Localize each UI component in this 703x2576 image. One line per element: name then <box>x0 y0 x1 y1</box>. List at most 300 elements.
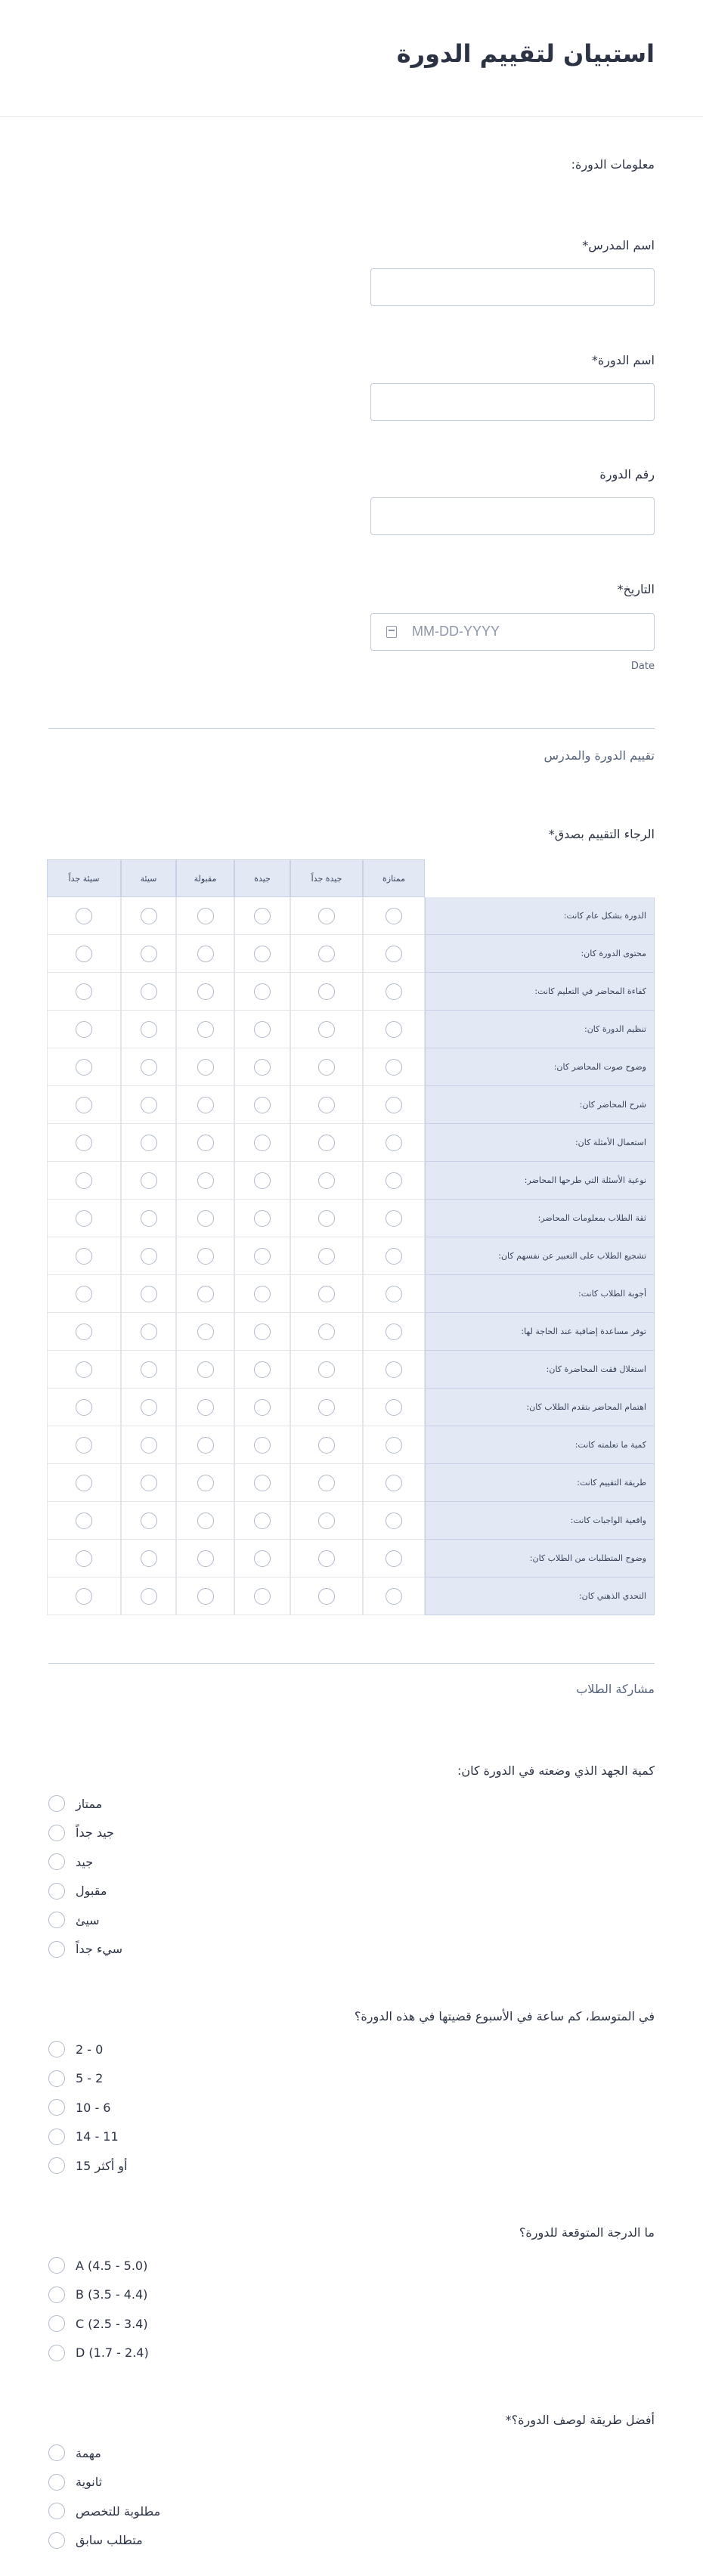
matrix-cell <box>290 1464 363 1502</box>
radio-button[interactable] <box>318 1437 335 1454</box>
radio-button[interactable] <box>318 1588 335 1605</box>
matrix-cell <box>290 1124 363 1162</box>
hours-option[interactable] <box>48 2039 103 2060</box>
matrix-cell <box>363 897 425 935</box>
radio-button[interactable] <box>141 1172 157 1189</box>
radio-button[interactable] <box>48 1912 65 1928</box>
describe-option-label: مطلوبة للتخصص <box>76 2503 161 2519</box>
radio-button[interactable] <box>141 1437 157 1454</box>
radio-button[interactable] <box>254 1135 271 1151</box>
radio-button[interactable] <box>318 1135 335 1151</box>
matrix-cell <box>363 1426 425 1464</box>
radio-button[interactable] <box>48 2503 65 2519</box>
matrix-cell <box>176 1313 234 1351</box>
matrix-cell <box>234 1540 290 1577</box>
matrix-cell <box>363 1162 425 1200</box>
hours-option[interactable] <box>48 2126 119 2147</box>
radio-button[interactable] <box>48 2070 65 2087</box>
radio-button[interactable] <box>76 1475 92 1491</box>
radio-button[interactable] <box>386 1550 402 1567</box>
radio-button[interactable] <box>386 983 402 1000</box>
radio-button[interactable] <box>141 1210 157 1227</box>
matrix-column-header: ممتازة <box>363 859 425 897</box>
matrix-cell <box>121 973 176 1011</box>
matrix-row <box>48 1048 655 1086</box>
matrix-cell <box>234 1351 290 1389</box>
matrix-cell <box>47 935 121 973</box>
radio-button[interactable] <box>197 1059 214 1076</box>
matrix-cell <box>234 1048 290 1086</box>
radio-button[interactable] <box>76 1399 92 1416</box>
matrix-cell <box>176 1048 234 1086</box>
matrix-cell <box>121 1464 176 1502</box>
radio-button[interactable] <box>254 1437 271 1454</box>
matrix-row-label: وضوح صوت المحاضر كان: <box>425 1048 655 1086</box>
matrix-cell <box>121 1200 176 1237</box>
matrix-cell <box>234 1011 290 1048</box>
matrix-row <box>48 1577 655 1615</box>
radio-button[interactable] <box>76 908 92 924</box>
matrix-cell <box>47 1162 121 1200</box>
radio-button[interactable] <box>141 1361 157 1378</box>
radio-button[interactable] <box>386 946 402 962</box>
effort-option-label: ممتاز <box>76 1796 103 1811</box>
radio-button[interactable] <box>76 1361 92 1378</box>
matrix-cell <box>47 897 121 935</box>
radio-button[interactable] <box>386 1588 402 1605</box>
radio-button[interactable] <box>48 2315 65 2332</box>
radio-button[interactable] <box>254 1248 271 1265</box>
matrix-cell <box>121 1011 176 1048</box>
matrix-row-label: كفاءة المحاضر في التعليم كانت: <box>425 973 655 1011</box>
matrix-cell <box>47 1426 121 1464</box>
radio-button[interactable] <box>386 1248 402 1265</box>
matrix-cell <box>290 1351 363 1389</box>
matrix-cell <box>234 1086 290 1124</box>
matrix-column-header: جيدة جداً <box>290 859 363 897</box>
radio-button[interactable] <box>197 908 214 924</box>
radio-button[interactable] <box>197 1512 214 1529</box>
effort-option[interactable] <box>48 1793 102 1814</box>
matrix-cell <box>176 1124 234 1162</box>
radio-button[interactable] <box>141 1135 157 1151</box>
date-input[interactable] <box>370 613 655 651</box>
matrix-row <box>48 1389 655 1426</box>
matrix-cell <box>47 1540 121 1577</box>
radio-button[interactable] <box>386 1021 402 1038</box>
radio-button[interactable] <box>254 1324 271 1340</box>
matrix-row <box>48 1426 655 1464</box>
matrix-header-row <box>48 859 655 897</box>
course-name-input[interactable] <box>370 383 655 421</box>
radio-button[interactable] <box>48 2041 65 2057</box>
effort-option[interactable] <box>48 1822 114 1844</box>
matrix-row-label: وضوح المتطلبات من الطلاب كان: <box>425 1540 655 1577</box>
matrix-cell <box>234 1124 290 1162</box>
radio-button[interactable] <box>254 1210 271 1227</box>
radio-button[interactable] <box>386 1399 402 1416</box>
matrix-column-header: سيئة <box>121 859 176 897</box>
radio-button[interactable] <box>254 1286 271 1302</box>
radio-button[interactable] <box>386 1475 402 1491</box>
matrix-cell <box>47 1351 121 1389</box>
radio-button[interactable] <box>386 1286 402 1302</box>
radio-button[interactable] <box>254 1361 271 1378</box>
matrix-cell <box>176 1389 234 1426</box>
radio-button[interactable] <box>48 1825 65 1841</box>
effort-option-label: سيئ <box>76 1912 100 1927</box>
matrix-cell <box>234 1237 290 1275</box>
matrix-row <box>48 1540 655 1577</box>
rating-section-title: تقييم الدورة والمدرس <box>544 748 655 763</box>
grade-option-label: D (1.7 - 2.4) <box>76 2345 149 2360</box>
radio-button[interactable] <box>318 1210 335 1227</box>
matrix-cell <box>121 897 176 935</box>
matrix-cell <box>290 1577 363 1615</box>
hours-question: في المتوسط، كم ساعة في الأسبوع قضيتها في هذه الدورة؟ <box>354 2009 655 2023</box>
radio-button[interactable] <box>386 1512 402 1529</box>
matrix-cell <box>176 1540 234 1577</box>
radio-button[interactable] <box>254 1588 271 1605</box>
matrix-cell <box>47 1200 121 1237</box>
matrix-cell <box>290 973 363 1011</box>
radio-button[interactable] <box>197 1210 214 1227</box>
matrix-column-header: سيئة جداً <box>47 859 121 897</box>
radio-button[interactable] <box>76 1135 92 1151</box>
matrix-row <box>48 1086 655 1124</box>
matrix-row-label: استعمال الأمثلة كان: <box>425 1124 655 1162</box>
radio-button[interactable] <box>141 1550 157 1567</box>
describe-option-label: ثانوية <box>76 2475 103 2489</box>
radio-button[interactable] <box>48 2474 65 2491</box>
matrix-cell <box>363 1577 425 1615</box>
radio-button[interactable] <box>48 2345 65 2361</box>
matrix-cell <box>176 1275 234 1313</box>
radio-button[interactable] <box>318 983 335 1000</box>
radio-button[interactable] <box>48 2129 65 2145</box>
grade-option-label: A (4.5 - 5.0) <box>76 2258 148 2273</box>
grade-option[interactable] <box>48 2342 149 2364</box>
grade-option-label: B (3.5 - 4.4) <box>76 2287 148 2302</box>
radio-button[interactable] <box>254 1475 271 1491</box>
matrix-row-label: كمية ما تعلمته كانت: <box>425 1426 655 1464</box>
radio-button[interactable] <box>197 1550 214 1567</box>
radio-button[interactable] <box>197 1475 214 1491</box>
matrix-row <box>48 1313 655 1351</box>
matrix-row-label: توفر مساعدة إضافية عند الحاجة لها: <box>425 1313 655 1351</box>
radio-button[interactable] <box>141 1324 157 1340</box>
matrix-row-label: شرح المحاضر كان: <box>425 1086 655 1124</box>
grade-option-label: C (2.5 - 3.4) <box>76 2316 148 2331</box>
matrix-cell <box>47 1502 121 1540</box>
radio-button[interactable] <box>318 1512 335 1529</box>
hours-option[interactable] <box>48 2097 110 2118</box>
effort-option[interactable] <box>48 1939 122 1960</box>
radio-button[interactable] <box>141 1021 157 1038</box>
matrix-row <box>48 1237 655 1275</box>
matrix-cell <box>363 1313 425 1351</box>
radio-button[interactable] <box>318 1172 335 1189</box>
effort-option[interactable] <box>48 1909 100 1930</box>
hours-option[interactable] <box>48 2068 103 2089</box>
radio-button[interactable] <box>141 946 157 962</box>
radio-button[interactable] <box>48 1941 65 1958</box>
radio-button[interactable] <box>254 908 271 924</box>
radio-button[interactable] <box>76 1437 92 1454</box>
radio-button[interactable] <box>254 1097 271 1113</box>
matrix-cell <box>176 1237 234 1275</box>
describe-option[interactable] <box>48 2442 101 2463</box>
grade-option[interactable] <box>48 2313 148 2334</box>
hours-option-label: 14 - 11 <box>76 2129 119 2144</box>
matrix-cell <box>363 973 425 1011</box>
matrix-cell <box>121 1048 176 1086</box>
matrix-cell <box>47 1464 121 1502</box>
radio-button[interactable] <box>141 908 157 924</box>
matrix-row-label: التحدي الذهني كان: <box>425 1577 655 1615</box>
matrix-cell <box>176 1426 234 1464</box>
radio-button[interactable] <box>254 1550 271 1567</box>
matrix-cell <box>47 1011 121 1048</box>
radio-button[interactable] <box>318 908 335 924</box>
grade-question: ما الدرجة المتوقعة للدورة؟ <box>519 2225 655 2240</box>
matrix-cell <box>234 1275 290 1313</box>
radio-button[interactable] <box>318 1097 335 1113</box>
radio-button[interactable] <box>254 1059 271 1076</box>
radio-button[interactable] <box>76 1210 92 1227</box>
describe-option[interactable] <box>48 2500 160 2522</box>
course-name-label: اسم الدورة* <box>591 353 655 367</box>
matrix-cell <box>176 1351 234 1389</box>
radio-button[interactable] <box>386 908 402 924</box>
radio-button[interactable] <box>197 1399 214 1416</box>
matrix-row-label: نوعية الأسئلة التي طرحها المحاضر: <box>425 1162 655 1200</box>
radio-button[interactable] <box>318 1399 335 1416</box>
radio-button[interactable] <box>141 1512 157 1529</box>
matrix-cell <box>121 1540 176 1577</box>
radio-button[interactable] <box>386 1172 402 1189</box>
matrix-row <box>48 897 655 935</box>
radio-button[interactable] <box>197 1135 214 1151</box>
matrix-row-label: ثقة الطلاب بمعلومات المحاضر: <box>425 1200 655 1237</box>
radio-button[interactable] <box>48 1795 65 1812</box>
matrix-cell <box>290 1389 363 1426</box>
matrix-cell <box>290 1426 363 1464</box>
radio-button[interactable] <box>48 1883 65 1899</box>
matrix-cell <box>47 1086 121 1124</box>
radio-button[interactable] <box>141 1475 157 1491</box>
matrix-cell <box>290 1086 363 1124</box>
matrix-cell <box>121 1426 176 1464</box>
matrix-cell <box>47 1389 121 1426</box>
radio-button[interactable] <box>197 1361 214 1378</box>
radio-button[interactable] <box>76 946 92 962</box>
matrix-cell <box>363 1464 425 1502</box>
matrix-cell <box>176 935 234 973</box>
matrix-cell <box>234 1464 290 1502</box>
matrix-row-label: طريقة التقييم كانت: <box>425 1464 655 1502</box>
radio-button[interactable] <box>76 1324 92 1340</box>
matrix-cell <box>290 897 363 935</box>
course-number-label: رقم الدورة <box>599 467 655 481</box>
matrix-column-header: جيدة <box>234 859 290 897</box>
grade-option[interactable] <box>48 2284 147 2305</box>
describe-option-label: متطلب سابق <box>76 2533 143 2547</box>
matrix-cell <box>290 1200 363 1237</box>
radio-button[interactable] <box>48 2157 65 2174</box>
radio-button[interactable] <box>386 1361 402 1378</box>
matrix-row-label: محتوى الدورة كان: <box>425 935 655 973</box>
radio-button[interactable] <box>254 1021 271 1038</box>
radio-button[interactable] <box>76 1021 92 1038</box>
radio-button[interactable] <box>76 983 92 1000</box>
matrix-cell <box>176 1011 234 1048</box>
matrix-row-label: اهتمام المحاضر بتقدم الطلاب كان: <box>425 1389 655 1426</box>
matrix-cell <box>47 1275 121 1313</box>
matrix-cell <box>121 1502 176 1540</box>
matrix-cell <box>121 1124 176 1162</box>
radio-button[interactable] <box>141 1588 157 1605</box>
radio-button[interactable] <box>76 1286 92 1302</box>
matrix-cell <box>363 1540 425 1577</box>
radio-button[interactable] <box>48 2287 65 2303</box>
radio-button[interactable] <box>197 983 214 1000</box>
radio-button[interactable] <box>141 1399 157 1416</box>
radio-button[interactable] <box>48 2444 65 2461</box>
matrix-cell <box>121 935 176 973</box>
radio-button[interactable] <box>318 1059 335 1076</box>
radio-button[interactable] <box>76 1172 92 1189</box>
describe-option[interactable] <box>48 2472 102 2493</box>
matrix-row-label: تنظيم الدورة كان: <box>425 1011 655 1048</box>
matrix-cell <box>176 1577 234 1615</box>
instructor-name-label: اسم المدرس* <box>582 238 655 252</box>
radio-button[interactable] <box>76 1588 92 1605</box>
matrix-cell <box>47 1237 121 1275</box>
effort-option[interactable] <box>48 1881 107 1902</box>
matrix-cell <box>176 1502 234 1540</box>
matrix-cell <box>234 897 290 935</box>
radio-button[interactable] <box>76 1512 92 1529</box>
radio-button[interactable] <box>318 1286 335 1302</box>
radio-button[interactable] <box>48 2532 65 2549</box>
radio-button[interactable] <box>386 1210 402 1227</box>
matrix-cell <box>290 1011 363 1048</box>
matrix-row <box>48 1351 655 1389</box>
section-divider <box>48 1663 655 1664</box>
radio-button[interactable] <box>197 1437 214 1454</box>
radio-button[interactable] <box>197 1248 214 1265</box>
radio-button[interactable] <box>318 1361 335 1378</box>
radio-button[interactable] <box>254 983 271 1000</box>
radio-button[interactable] <box>48 2257 65 2274</box>
radio-button[interactable] <box>318 946 335 962</box>
radio-button[interactable] <box>48 2099 65 2116</box>
effort-option[interactable] <box>48 1851 93 1872</box>
matrix-cell <box>363 1124 425 1162</box>
matrix-cell <box>363 1237 425 1275</box>
grade-option[interactable] <box>48 2255 147 2276</box>
matrix-cell <box>121 1389 176 1426</box>
matrix-cell <box>290 1275 363 1313</box>
rating-matrix <box>48 859 655 1615</box>
date-placeholder: MM-DD-YYYY <box>412 624 500 639</box>
radio-button[interactable] <box>76 1059 92 1076</box>
matrix-cell <box>363 1200 425 1237</box>
matrix-cell <box>121 1577 176 1615</box>
radio-button[interactable] <box>76 1097 92 1113</box>
radio-button[interactable] <box>386 1135 402 1151</box>
matrix-row <box>48 1275 655 1313</box>
matrix-cell <box>176 1086 234 1124</box>
matrix-cell <box>363 935 425 973</box>
matrix-cell <box>290 935 363 973</box>
matrix-cell <box>363 1048 425 1086</box>
matrix-cell <box>363 1351 425 1389</box>
matrix-cell <box>290 1048 363 1086</box>
matrix-cell <box>47 1313 121 1351</box>
effort-option-label: سيء جداً <box>76 1942 123 1956</box>
radio-button[interactable] <box>197 1324 214 1340</box>
calendar-icon[interactable] <box>386 626 397 638</box>
effort-option-label: جيد جداً <box>76 1825 114 1840</box>
matrix-cell <box>47 973 121 1011</box>
radio-button[interactable] <box>197 1172 214 1189</box>
radio-button[interactable] <box>318 1475 335 1491</box>
hours-option[interactable] <box>48 2155 127 2176</box>
radio-button[interactable] <box>141 983 157 1000</box>
instructor-name-input[interactable] <box>370 268 655 306</box>
radio-button[interactable] <box>386 1437 402 1454</box>
radio-button[interactable] <box>254 1399 271 1416</box>
matrix-row <box>48 935 655 973</box>
radio-button[interactable] <box>141 1059 157 1076</box>
radio-button[interactable] <box>197 1097 214 1113</box>
radio-button[interactable] <box>318 1021 335 1038</box>
radio-button[interactable] <box>141 1286 157 1302</box>
section-divider <box>48 728 655 729</box>
hours-option-label: 15 أو أكثر <box>76 2158 128 2173</box>
radio-button[interactable] <box>254 1512 271 1529</box>
course-number-input[interactable] <box>370 497 655 535</box>
radio-button[interactable] <box>386 1097 402 1113</box>
matrix-cell <box>363 1086 425 1124</box>
radio-button[interactable] <box>76 1248 92 1265</box>
radio-button[interactable] <box>197 1588 214 1605</box>
radio-button[interactable] <box>318 1550 335 1567</box>
radio-button[interactable] <box>197 1021 214 1038</box>
matrix-row <box>48 1464 655 1502</box>
date-sublabel: Date <box>630 661 655 672</box>
radio-button[interactable] <box>318 1248 335 1265</box>
form-header <box>0 0 703 117</box>
radio-button[interactable] <box>76 1550 92 1567</box>
matrix-cell <box>121 1351 176 1389</box>
radio-button[interactable] <box>254 946 271 962</box>
matrix-cell <box>363 1011 425 1048</box>
matrix-cell <box>290 1540 363 1577</box>
radio-button[interactable] <box>386 1059 402 1076</box>
describe-option[interactable] <box>48 2530 143 2551</box>
radio-button[interactable] <box>197 1286 214 1302</box>
radio-button[interactable] <box>318 1324 335 1340</box>
radio-button[interactable] <box>386 1324 402 1340</box>
radio-button[interactable] <box>48 1853 65 1870</box>
radio-button[interactable] <box>197 946 214 962</box>
radio-button[interactable] <box>254 1172 271 1189</box>
radio-button[interactable] <box>141 1248 157 1265</box>
radio-button[interactable] <box>141 1097 157 1113</box>
